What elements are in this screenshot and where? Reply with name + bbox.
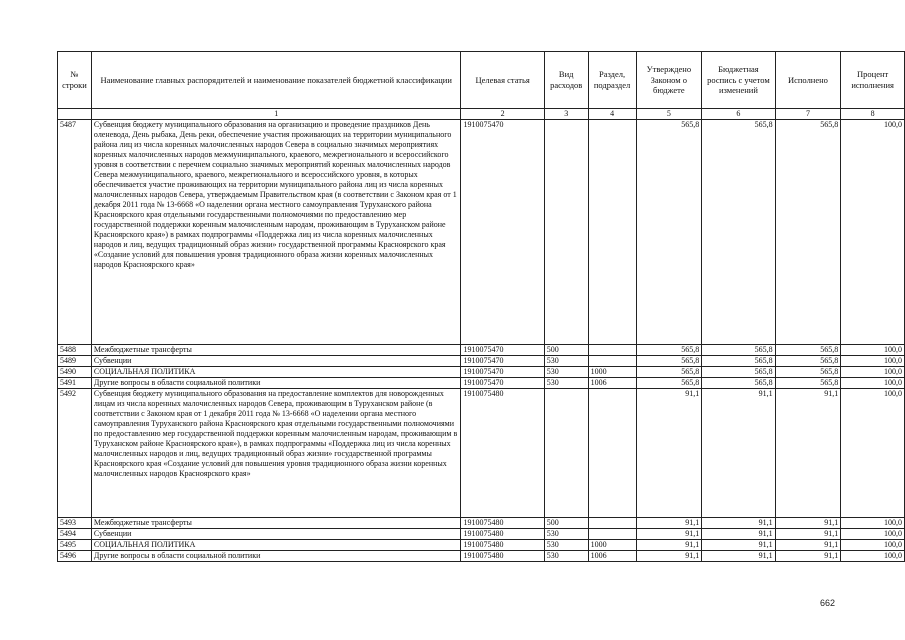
column-number-row [58,109,905,120]
row-number: 5489 [58,356,92,367]
row-percent: 100,0 [841,518,905,529]
row-name: Субвенция бюджету муниципального образования на организацию и проведение праздников День оленевода, День рыбака, День реки, обеспечение участия проживающих на территории муниципального района лиц из числа коренных малочисленных народов Севера в социально значимых мероприятиях коренных малочисленных народов межмуниципального, краевого, межрегионального и всероссийского уровня в соответствии с перечнем социально значимых мероприятий коренных малочисленных народов Севера межмуниципального, краевого, межрегионального и всероссийского уровня, в которых обеспечивается участие проживающих на территории муниципального района лиц из числа коренных малочисленных народов Севера, утверждаемым Правительством края (в соответствии с Законом края от 1 декабря 2011 года № 13-6668 «О наделении органа местного самоуправления Туруханского района Красноярского края отдельными государственными полномочиями по предоставлению мер государственной поддержки коренным малочисленным народам, проживающим в Туруханском районе Красноярского края») в рамках подпрограммы «Поддержка лиц из числа коренных малочисленных народов и лиц, ведущих традиционный образ жизни» государственной программы Красноярского края «Создание условий для повышения уровня традиционного образа жизни коренных малочисленных народов Красноярского края» [91,120,461,345]
row-approved: 565,8 [636,345,702,356]
row-target-article: 1910075480 [461,540,544,551]
row-section [588,389,636,518]
row-executed: 91,1 [775,540,841,551]
row-expense-kind: 530 [544,378,588,389]
row-percent: 100,0 [841,356,905,367]
row-section [588,356,636,367]
row-name: СОЦИАЛЬНАЯ ПОЛИТИКА [91,540,461,551]
row-revised: 91,1 [702,389,775,518]
col-header-section: Раздел, подраздел [588,52,636,109]
table-row [58,540,905,551]
row-percent: 100,0 [841,389,905,518]
row-revised: 565,8 [702,345,775,356]
row-executed: 565,8 [775,367,841,378]
row-number: 5492 [58,389,92,518]
row-expense-kind: 530 [544,356,588,367]
row-number: 5490 [58,367,92,378]
row-revised: 91,1 [702,529,775,540]
table-row [58,356,905,367]
table-row [58,367,905,378]
row-revised: 91,1 [702,540,775,551]
row-number: 5495 [58,540,92,551]
row-percent: 100,0 [841,551,905,562]
table-row [58,345,905,356]
row-target-article: 1910075470 [461,378,544,389]
budget-table [57,51,905,562]
table-row [58,378,905,389]
col-number: 8 [841,109,905,120]
row-section: 1000 [588,540,636,551]
row-expense-kind: 530 [544,540,588,551]
row-section [588,345,636,356]
row-executed: 565,8 [775,356,841,367]
row-expense-kind: 530 [544,367,588,378]
table-row [58,518,905,529]
row-section [588,120,636,345]
col-header-target-article: Целевая статья [461,52,544,109]
col-number: 4 [588,109,636,120]
row-revised: 91,1 [702,518,775,529]
row-target-article: 1910075470 [461,356,544,367]
row-revised: 565,8 [702,356,775,367]
row-approved: 565,8 [636,356,702,367]
row-target-article: 1910075480 [461,518,544,529]
row-expense-kind [544,120,588,345]
row-approved: 565,8 [636,367,702,378]
row-executed: 91,1 [775,529,841,540]
col-number: 2 [461,109,544,120]
row-section [588,529,636,540]
row-expense-kind: 530 [544,551,588,562]
row-target-article: 1910075470 [461,367,544,378]
col-header-row-number: № строки [58,52,92,109]
row-expense-kind: 500 [544,518,588,529]
row-expense-kind: 500 [544,345,588,356]
row-executed: 91,1 [775,389,841,518]
row-section: 1006 [588,378,636,389]
row-revised: 565,8 [702,378,775,389]
table-row [58,120,905,345]
row-number: 5488 [58,345,92,356]
row-section [588,518,636,529]
row-number: 5487 [58,120,92,345]
row-name: СОЦИАЛЬНАЯ ПОЛИТИКА [91,367,461,378]
col-number: 5 [636,109,702,120]
row-executed: 565,8 [775,120,841,345]
row-executed: 91,1 [775,551,841,562]
row-approved: 91,1 [636,529,702,540]
row-executed: 91,1 [775,518,841,529]
row-name: Межбюджетные трансферты [91,345,461,356]
row-target-article: 1910075480 [461,389,544,518]
col-header-name: Наименование главных распорядителей и наименование показателей бюджетной классификации [91,52,461,109]
col-header-revised: Бюджетная роспись с учетом изменений [702,52,775,109]
col-number: 6 [702,109,775,120]
row-number: 5494 [58,529,92,540]
col-header-approved: Утверждено Законом о бюджете [636,52,702,109]
row-percent: 100,0 [841,345,905,356]
row-approved: 565,8 [636,378,702,389]
row-executed: 565,8 [775,378,841,389]
row-target-article: 1910075480 [461,529,544,540]
col-header-percent: Процент исполнения [841,52,905,109]
row-revised: 91,1 [702,551,775,562]
header-row [58,52,905,109]
col-header-expense-kind: Вид расходов [544,52,588,109]
row-name: Субвенции [91,529,461,540]
row-percent: 100,0 [841,378,905,389]
row-target-article: 1910075470 [461,120,544,345]
row-percent: 100,0 [841,367,905,378]
row-approved: 91,1 [636,518,702,529]
row-name: Другие вопросы в области социальной политики [91,378,461,389]
row-name: Субвенция бюджету муниципального образования на предоставление комплектов для новорожденных лицам из числа коренных малочисленных народов Севера, проживающим в Туруханском районе (в соответствии с Законом края от 1 декабря 2011 года № 13-6668 «О наделении органа местного самоуправления Туруханского района Красноярского края отдельными государственными полномочиями по предоставлению мер государственной поддержки коренным малочисленным народам, проживающим в Туруханском районе Красноярского края»), в рамках подпрограммы «Поддержка лиц из числа коренных малочисленных народов и лиц, ведущих традиционный образ жизни» государственной программы Красноярского края «Создание условий для повышения уровня традиционного образа жизни коренных малочисленных народов Красноярского края» [91,389,461,518]
row-name: Межбюджетные трансферты [91,518,461,529]
row-approved: 91,1 [636,551,702,562]
row-executed: 565,8 [775,345,841,356]
row-name: Субвенции [91,356,461,367]
page-number: 662 [820,598,836,608]
col-number: 7 [775,109,841,120]
row-name: Другие вопросы в области социальной политики [91,551,461,562]
row-percent: 100,0 [841,540,905,551]
row-revised: 565,8 [702,367,775,378]
col-number: 3 [544,109,588,120]
row-number: 5496 [58,551,92,562]
row-approved: 91,1 [636,389,702,518]
col-number-blank [58,109,92,120]
col-header-executed: Исполнено [775,52,841,109]
row-number: 5491 [58,378,92,389]
row-section: 1006 [588,551,636,562]
row-target-article: 1910075470 [461,345,544,356]
row-expense-kind: 530 [544,529,588,540]
row-revised: 565,8 [702,120,775,345]
row-percent: 100,0 [841,120,905,345]
row-expense-kind [544,389,588,518]
table-row [58,529,905,540]
col-number: 1 [91,109,461,120]
row-percent: 100,0 [841,529,905,540]
row-number: 5493 [58,518,92,529]
table-row [58,551,905,562]
row-approved: 565,8 [636,120,702,345]
row-approved: 91,1 [636,540,702,551]
table-row [58,389,905,518]
row-target-article: 1910075480 [461,551,544,562]
row-section: 1000 [588,367,636,378]
